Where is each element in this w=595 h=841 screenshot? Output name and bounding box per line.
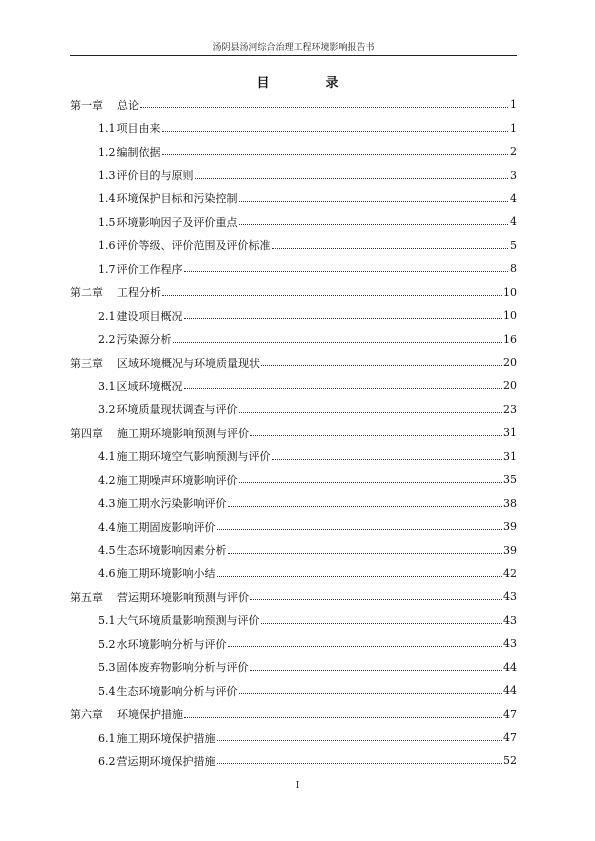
toc-entry-number: 4.2 — [98, 473, 116, 487]
dot-leader — [184, 318, 503, 319]
toc-entry-label — [98, 565, 216, 581]
toc-entry-page: 52 — [503, 754, 517, 768]
toc-entry-title: 营运期环境影响预测与评价 — [117, 590, 249, 604]
toc-entry-label — [98, 730, 216, 746]
toc-entry-title: 生态环境影响因素分析 — [116, 544, 227, 558]
toc-entry-number: 5.4 — [98, 684, 116, 698]
toc-chapter-entry[interactable] — [70, 281, 517, 304]
toc-chapter-entry[interactable] — [70, 585, 517, 608]
dot-leader — [184, 271, 509, 272]
toc-section-entry[interactable] — [70, 749, 517, 772]
toc-entry-title: 工程分析 — [117, 286, 161, 300]
toc-title-part2: 录 — [325, 76, 339, 91]
toc-chapter-entry[interactable] — [70, 702, 517, 725]
toc-entry-page: 43 — [503, 637, 517, 651]
toc-entry-page: 2 — [510, 145, 517, 159]
toc-entry-page: 23 — [503, 402, 517, 416]
toc-section-entry[interactable] — [70, 726, 517, 749]
toc-section-entry[interactable] — [70, 398, 517, 421]
toc-entry-label — [98, 401, 238, 417]
toc-entry-page: 20 — [503, 379, 517, 393]
toc-entry-page: 44 — [503, 684, 517, 698]
toc-entry-page: 20 — [503, 356, 517, 370]
toc-entry-title: 营运期环境保护措施 — [116, 754, 216, 768]
dot-leader — [228, 553, 503, 554]
dot-leader — [272, 459, 503, 460]
dot-leader — [239, 482, 503, 483]
toc-entry-title: 施工期噪声环境影响评价 — [116, 473, 238, 487]
toc-entry-number: 5.2 — [98, 637, 116, 651]
toc-entry-label — [98, 378, 183, 394]
toc-entry-label — [98, 261, 183, 277]
toc-entry-title: 大气环境质量影响预测与评价 — [116, 614, 260, 628]
toc-entry-page: 38 — [503, 496, 517, 510]
dot-leader — [272, 248, 509, 249]
toc-entry-label — [98, 612, 260, 628]
toc-entry-label — [98, 753, 216, 769]
toc-entry-title: 环境保护目标和污染控制 — [116, 192, 238, 206]
toc-entry-page: 3 — [510, 168, 517, 182]
toc-entry-number: 第三章 — [70, 356, 103, 370]
toc-entry-number: 6.2 — [98, 754, 116, 768]
toc-entry-title: 项目由来 — [116, 122, 161, 136]
toc-entry-title: 水环境影响分析与评价 — [116, 637, 227, 651]
toc-entry-title: 施工期固废影响评价 — [116, 520, 216, 534]
toc-entry-label — [70, 97, 139, 113]
toc-entry-label — [70, 284, 161, 300]
toc-entry-title: 建设项目概况 — [116, 309, 183, 323]
toc-entry-title: 区域环境概况 — [116, 379, 183, 393]
toc-entry-number: 6.1 — [98, 731, 116, 745]
toc-section-entry[interactable] — [70, 374, 517, 397]
toc-entry-label — [98, 237, 271, 253]
toc-entry-number: 4.1 — [98, 450, 116, 464]
dot-leader — [250, 599, 502, 600]
dot-leader — [217, 763, 503, 764]
toc-section-entry[interactable] — [70, 468, 517, 491]
toc-entry-page: 47 — [503, 731, 517, 745]
toc-section-entry[interactable] — [70, 257, 517, 280]
toc-entry-page: 47 — [503, 707, 517, 721]
toc-entry-number: 2.2 — [98, 333, 116, 347]
toc-entry-page: 44 — [503, 660, 517, 674]
toc-entry-label — [98, 331, 172, 347]
toc-entry-number: 5.1 — [98, 614, 116, 628]
toc-entry-page: 10 — [503, 285, 517, 299]
toc-entry-page: 5 — [510, 238, 517, 252]
toc-section-entry[interactable] — [70, 210, 517, 233]
dot-leader — [217, 529, 503, 530]
dot-leader — [250, 435, 502, 436]
toc-entry-label — [98, 495, 227, 511]
dot-leader — [239, 224, 509, 225]
toc-entry-page: 8 — [510, 262, 517, 276]
toc-entry-label — [98, 683, 238, 699]
toc-entry-number: 1.5 — [98, 215, 116, 229]
toc-section-entry[interactable] — [70, 187, 517, 210]
dot-leader — [195, 178, 509, 179]
toc-entry-label — [98, 144, 161, 160]
toc-entry-page: 4 — [510, 191, 517, 205]
dot-leader — [184, 388, 503, 389]
toc-entry-number: 第四章 — [70, 426, 103, 440]
dot-leader — [261, 365, 502, 366]
toc-entry-label — [98, 519, 216, 535]
toc-entry-label — [70, 706, 183, 722]
toc-section-entry[interactable] — [70, 538, 517, 561]
toc-entry-number: 1.7 — [98, 262, 116, 276]
dot-leader — [140, 107, 508, 108]
toc-entry-title: 环境影响因子及评价重点 — [116, 215, 238, 229]
toc-chapter-entry[interactable] — [70, 421, 517, 444]
toc-entry-page: 31 — [503, 426, 517, 440]
toc-entry-label — [98, 214, 238, 230]
dot-leader — [228, 506, 503, 507]
toc-entry-title: 施工期环境影响预测与评价 — [117, 426, 249, 440]
dot-leader — [228, 646, 503, 647]
toc-entry-page: 1 — [510, 98, 517, 112]
toc-entry-number: 1.6 — [98, 239, 116, 253]
toc-section-entry[interactable] — [70, 632, 517, 655]
toc-section-entry[interactable] — [70, 515, 517, 538]
toc-entry-label — [98, 190, 238, 206]
dot-leader — [239, 412, 503, 413]
toc-entry-title: 区域环境概况与环境质量现状 — [117, 356, 260, 370]
toc-entry-number: 1.4 — [98, 192, 116, 206]
toc-section-entry[interactable] — [70, 609, 517, 632]
toc-entry-number: 1.2 — [98, 145, 116, 159]
toc-entry-label — [98, 659, 249, 675]
dot-leader — [217, 576, 503, 577]
toc-entry-label — [98, 542, 227, 558]
toc-entry-title: 固体废弃物影响分析与评价 — [116, 661, 249, 675]
toc-entry-label — [70, 355, 260, 371]
toc-entry-label — [98, 448, 271, 464]
toc-entry-label — [98, 167, 194, 183]
toc-entry-page: 39 — [503, 520, 517, 534]
toc-entry-title: 总论 — [117, 98, 139, 112]
toc-entry-label — [70, 589, 249, 605]
dot-leader — [184, 717, 502, 718]
toc-entry-page: 31 — [503, 449, 517, 463]
toc-entry-number: 4.5 — [98, 544, 116, 558]
toc-entry-page: 1 — [510, 121, 517, 135]
toc-entry-page: 42 — [503, 566, 517, 580]
dot-leader — [239, 201, 509, 202]
toc-section-entry[interactable] — [70, 327, 517, 350]
toc-entry-title: 施工期水污染影响评价 — [116, 497, 227, 511]
toc-entry-label — [98, 308, 183, 324]
toc-section-entry[interactable] — [70, 491, 517, 514]
toc-section-entry[interactable] — [70, 163, 517, 186]
toc-entry-title: 环境保护措施 — [117, 708, 183, 722]
toc-chapter-entry[interactable] — [70, 351, 517, 374]
toc-entry-label — [98, 120, 161, 136]
toc-title-part1: 目 — [256, 76, 270, 91]
toc-section-entry[interactable] — [70, 304, 517, 327]
toc-entry-number: 4.6 — [98, 567, 116, 581]
toc-section-entry[interactable] — [70, 140, 517, 163]
toc-entry-title: 施工期环境影响小结 — [116, 567, 216, 581]
dot-leader — [162, 154, 509, 155]
toc-entry-title: 评价工作程序 — [116, 262, 183, 276]
toc-section-entry[interactable] — [70, 679, 517, 702]
toc-entry-page: 43 — [503, 613, 517, 627]
toc-entry-page: 16 — [503, 332, 517, 346]
dot-leader — [173, 342, 503, 343]
toc-entry-number: 4.3 — [98, 497, 116, 511]
toc-entry-title: 编制依据 — [116, 145, 161, 159]
dot-leader — [162, 131, 509, 132]
toc-entry-number: 1.1 — [98, 122, 116, 136]
toc-entry-number: 2.1 — [98, 309, 116, 323]
toc-section-entry[interactable] — [70, 445, 517, 468]
toc-entry-number: 第一章 — [70, 98, 103, 112]
table-of-contents — [70, 93, 517, 773]
toc-entry-label — [98, 472, 238, 488]
dot-leader — [250, 670, 503, 671]
dot-leader — [261, 623, 503, 624]
toc-title — [0, 72, 595, 91]
toc-entry-page: 10 — [503, 309, 517, 323]
toc-entry-title: 环境质量现状调查与评价 — [116, 403, 238, 417]
toc-entry-label — [70, 425, 249, 441]
toc-section-entry[interactable] — [70, 562, 517, 585]
dot-leader — [217, 740, 503, 741]
page-number: I — [295, 781, 300, 791]
toc-entry-page: 43 — [503, 590, 517, 604]
toc-entry-number: 5.3 — [98, 661, 116, 675]
toc-section-entry[interactable] — [70, 656, 517, 679]
toc-entry-number: 第六章 — [70, 708, 103, 722]
toc-entry-number: 3.1 — [98, 379, 116, 393]
toc-entry-title: 施工期环境空气影响预测与评价 — [116, 450, 271, 464]
header-rule — [70, 55, 517, 56]
toc-entry-title: 施工期环境保护措施 — [116, 731, 216, 745]
toc-chapter-entry[interactable] — [70, 93, 517, 116]
toc-entry-title: 生态环境影响分析与评价 — [116, 684, 238, 698]
toc-entry-title: 评价等级、评价范围及评价标准 — [116, 239, 271, 253]
toc-entry-title: 评价目的与原则 — [116, 169, 194, 183]
toc-entry-number: 4.4 — [98, 520, 116, 534]
toc-entry-page: 4 — [510, 215, 517, 229]
toc-entry-title: 污染源分析 — [116, 333, 172, 347]
toc-section-entry[interactable] — [70, 116, 517, 139]
running-header: 汤阴县汤河综合治理工程环境影响报告书 — [212, 43, 375, 53]
toc-entry-number: 第五章 — [70, 590, 103, 604]
toc-entry-number: 1.3 — [98, 169, 116, 183]
toc-entry-number: 3.2 — [98, 403, 116, 417]
toc-entry-page: 35 — [503, 473, 517, 487]
toc-section-entry[interactable] — [70, 234, 517, 257]
dot-leader — [162, 295, 502, 296]
toc-entry-page: 39 — [503, 543, 517, 557]
toc-entry-number: 第二章 — [70, 286, 103, 300]
toc-entry-label — [98, 636, 227, 652]
dot-leader — [239, 693, 503, 694]
